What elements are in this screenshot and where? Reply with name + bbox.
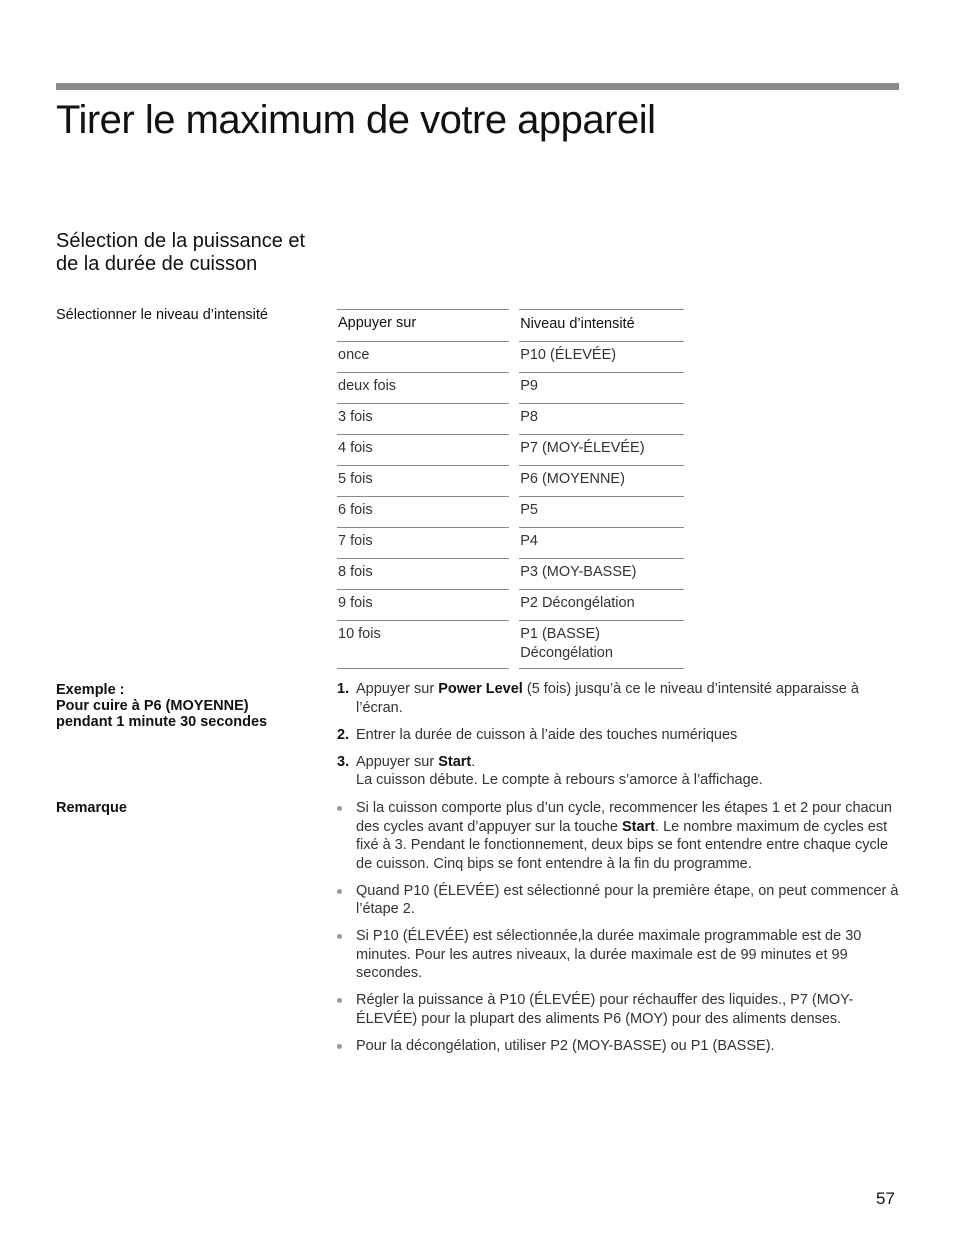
remark-label: Remarque xyxy=(56,800,127,816)
table-row xyxy=(337,466,684,497)
table-row xyxy=(337,342,684,373)
note-item xyxy=(337,927,899,983)
bullet-icon xyxy=(337,1044,342,1049)
start-key: Start xyxy=(438,753,472,770)
note-text: Pour la décongélation, utiliser P2 (MOY-BASSE) ou P1 (BASSE). xyxy=(356,1037,775,1054)
header-rule xyxy=(56,83,899,90)
table-cell: 9 fois xyxy=(338,595,373,611)
table-row xyxy=(337,435,684,466)
bullet-icon xyxy=(337,889,342,894)
step-text: Entrer la durée de cuisson à l’aide des touches numériques xyxy=(356,726,738,743)
table-cell: P10 (ÉLEVÉE) xyxy=(520,347,617,363)
step-number: 2. xyxy=(337,726,350,743)
page-title: Tirer le maximum de votre appareil xyxy=(56,98,656,142)
note-text: Si la cuisson comporte plus d’un cycle, recommencer les étapes 1 et 2 pour chacun des cycles avant d’appuyer sur la touche xyxy=(356,800,892,835)
table-cell: P7 (MOY-ÉLEVÉE) xyxy=(520,440,645,456)
table-cell: 5 fois xyxy=(338,471,373,487)
table-cell: P1 (BASSE) Décongélation xyxy=(520,626,613,661)
note-text: . Le nombre maximum de cycles est fixé à 3. Pendant le fonctionnement, deux bips se font entendre entre chaque cycle de cuisson. Cinq bips se font entendre à la fin du programme. xyxy=(356,818,889,872)
table-row xyxy=(337,590,684,621)
table-cell: P2 Décongélation xyxy=(520,595,635,611)
table-row xyxy=(337,528,684,559)
step-item xyxy=(337,726,897,745)
step-list xyxy=(337,680,897,798)
table-cell: P9 xyxy=(520,378,538,394)
table-cell: 8 fois xyxy=(338,564,373,580)
table-row xyxy=(337,559,684,590)
bullet-icon xyxy=(337,806,342,811)
step-item xyxy=(337,753,897,790)
table-row xyxy=(337,404,684,435)
example-label xyxy=(56,682,267,730)
column-header: Appuyer sur xyxy=(338,315,417,331)
table-row xyxy=(337,373,684,404)
table-cell: 6 fois xyxy=(338,502,373,518)
table-cell: P3 (MOY-BASSE) xyxy=(520,564,637,580)
step-text: Appuyer sur xyxy=(356,753,439,770)
section-heading: Sélection de la puissance et de la durée de cuisson xyxy=(56,230,306,275)
table-cell: P4 xyxy=(520,533,538,549)
start-key: Start xyxy=(621,818,656,835)
example-line: Pour cuire à P6 (MOYENNE) xyxy=(56,698,249,714)
table-cell: once xyxy=(338,347,370,363)
step-text: Appuyer sur xyxy=(356,681,439,697)
table-row xyxy=(337,621,684,669)
table-cell: P6 (MOYENNE) xyxy=(520,471,625,487)
step-number: 1. xyxy=(337,681,350,697)
step-number: 3. xyxy=(337,753,350,770)
table-cell: 4 fois xyxy=(338,440,373,456)
page-number: 57 xyxy=(876,1189,895,1208)
note-item xyxy=(337,991,899,1028)
table-row xyxy=(337,497,684,528)
power-level-key: Power Level xyxy=(438,681,523,697)
note-text: Quand P10 (ÉLEVÉE) est sélectionné pour la première étape, on peut commencer à l’étape 2. xyxy=(356,882,899,917)
bullet-icon xyxy=(337,998,342,1003)
table-header-row xyxy=(337,310,684,342)
power-level-label: Sélectionner le niveau d’intensité xyxy=(56,307,268,323)
note-list xyxy=(337,799,899,1064)
power-level-table xyxy=(337,309,684,669)
column-header: Niveau d’intensité xyxy=(520,316,635,332)
example-title: Exemple : xyxy=(56,682,125,698)
note-item xyxy=(337,882,899,919)
table-cell: 7 fois xyxy=(338,533,373,549)
example-line: pendant 1 minute 30 secondes xyxy=(56,714,268,730)
table-cell: 3 fois xyxy=(338,409,373,425)
step-text: La cuisson débute. Le compte à rebours s’amorce à l’affichage. xyxy=(356,772,763,788)
table-cell: P5 xyxy=(520,502,538,518)
step-text: . xyxy=(471,753,476,770)
table-cell: deux fois xyxy=(338,378,397,394)
table-cell: 10 fois xyxy=(338,626,381,642)
bullet-icon xyxy=(337,934,342,939)
step-text: (5 fois) jusqu’à ce le niveau d’intensité apparaisse à l’écran. xyxy=(356,681,859,716)
note-item xyxy=(337,1037,899,1056)
note-text: Si P10 (ÉLEVÉE) est sélectionnée,la durée maximale programmable est de 30 minutes. Pour les autres niveaux, la durée maximale est de 99 minutes et 99 secondes. xyxy=(356,928,862,981)
table-cell: P8 xyxy=(520,409,538,425)
step-item xyxy=(337,680,897,717)
note-item xyxy=(337,799,899,873)
note-text: Régler la puissance à P10 (ÉLEVÉE) pour réchauffer des liquides., P7 (MOY-ÉLEVÉE) pour la plupart des aliments P6 (MOY) pour des aliments denses. xyxy=(356,992,854,1027)
